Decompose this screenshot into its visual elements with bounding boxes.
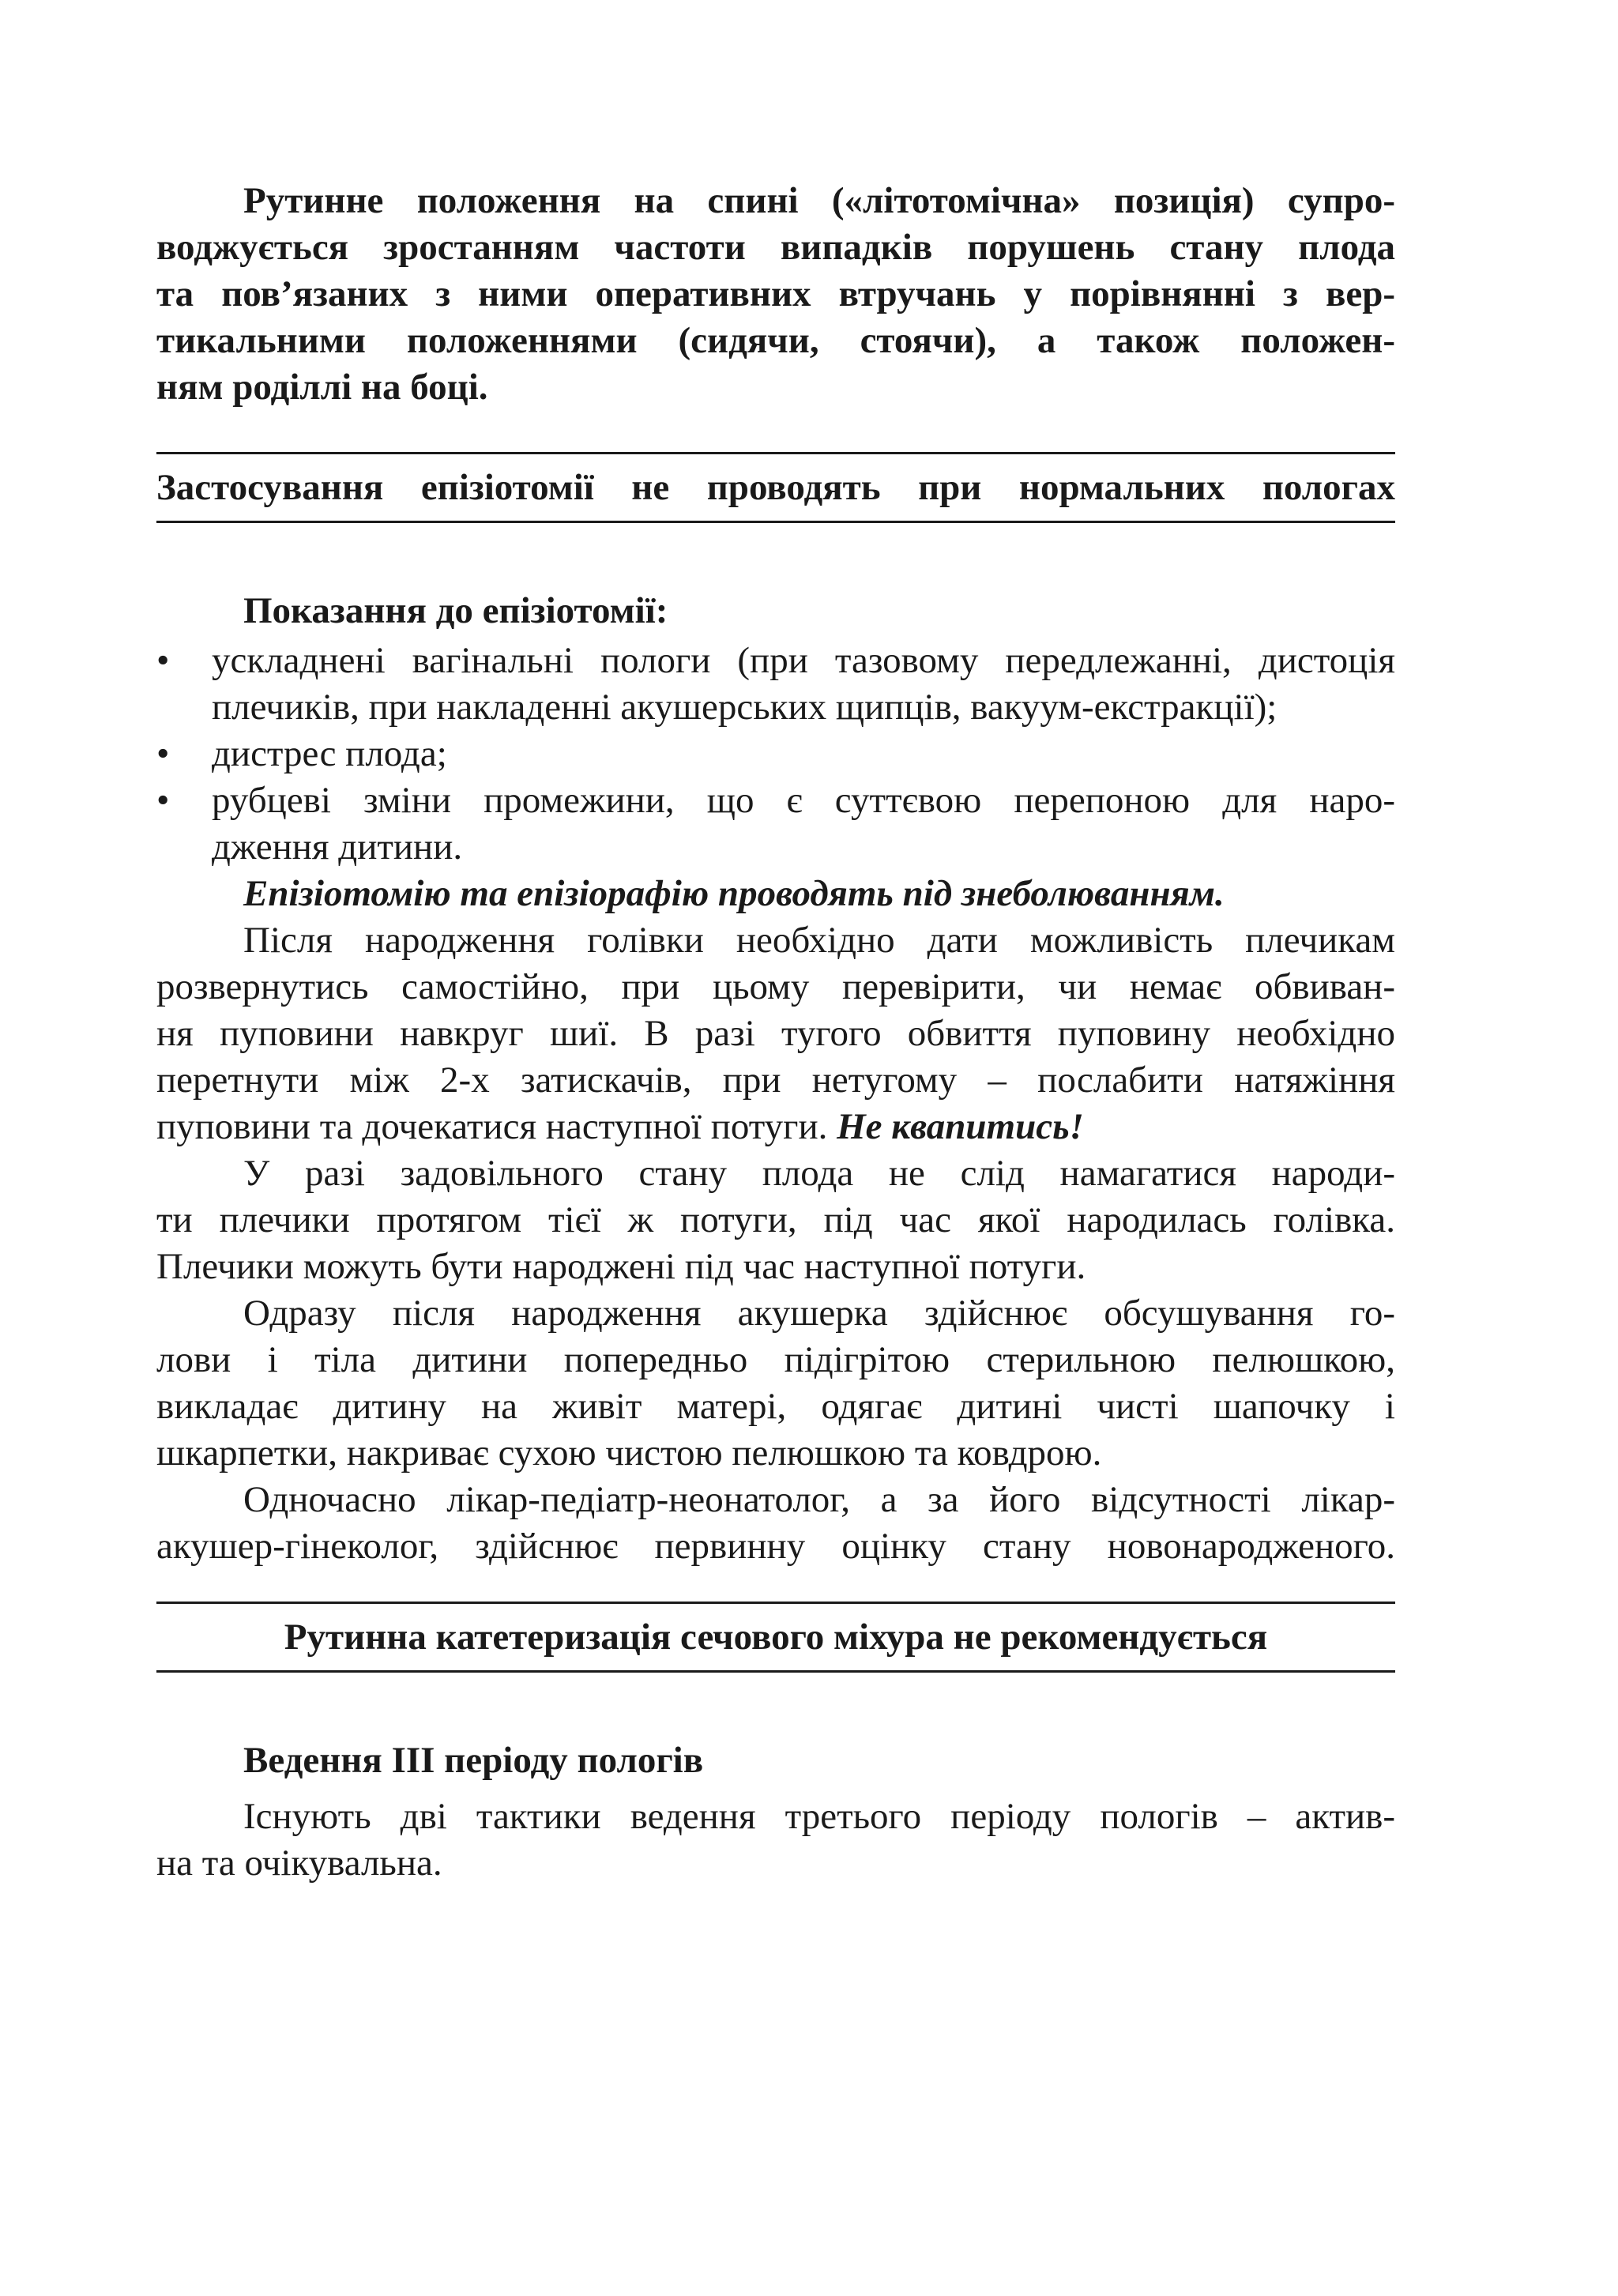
anesthesia-note: Епізіотомію та епізіорафію проводять під знеболюванням. [243, 873, 1225, 914]
document-page [156, 178, 1395, 1887]
para1-line-3: ня пуповини навкруг шиї. В разі тугого обвиття пуповину необхідно [156, 1013, 1395, 1054]
list-item-line: ускладнені вагінальні пологи (при тазовому передлежанні, дистоція [212, 640, 1395, 681]
third-period-line-2: на та очікувальна. [156, 1842, 442, 1884]
indications-list [156, 638, 1395, 871]
para2-line-2: ти плечики протягом тієї ж потуги, під час якої народилась голівка. [156, 1199, 1395, 1240]
third-period-paragraph [156, 1794, 1395, 1887]
list-item [156, 638, 1395, 731]
intro-paragraph [156, 178, 1395, 411]
third-period-heading: Ведення ІІІ періоду пологів [243, 1740, 704, 1781]
catheterization-callout [156, 1602, 1395, 1673]
bullet-icon: • [156, 733, 170, 774]
no-hurry-emphasis: Не квапитись! [837, 1106, 1084, 1147]
para1-line-4: перетнути між 2-х затискачів, при нетугому – послабити натяжіння [156, 1060, 1395, 1101]
list-item-line: рубцеві зміни промежини, що є суттєвою перепоною для наро- [212, 780, 1395, 821]
intro-line-5: ням роділлі на боці. [156, 367, 488, 408]
episiotomy-callout [156, 452, 1395, 523]
list-item-line: дження дитини. [212, 826, 463, 868]
bullet-icon: • [156, 640, 170, 681]
shoulders-paragraph [156, 917, 1395, 1150]
para2-line-3: Плечики можуть бути народжені під час наступної потуги. [156, 1246, 1086, 1287]
para3-line-1: Одразу після народження акушерка здійснює обсушування го- [243, 1293, 1395, 1334]
third-period-line-1: Існують дві тактики ведення третього періоду пологів – актив- [243, 1796, 1395, 1837]
intro-line-2: воджується зростанням частоти випадків порушень стану плода [156, 227, 1395, 268]
shoulders-birth-paragraph [156, 1150, 1395, 1290]
para4-line-2: акушер-гінеколог, здійснює первинну оцінку стану новонародженого. [156, 1526, 1395, 1567]
neonatologist-paragraph [156, 1477, 1395, 1570]
catheterization-callout-text: Рутинна катетеризація сечового міхура не рекомендується [284, 1617, 1268, 1658]
indications-heading: Показання до епізіотомії: [243, 590, 668, 631]
list-item-line: плечиків, при накладенні акушерських щипців, вакуум-екстракції); [212, 687, 1277, 728]
intro-line-1: Рутинне положення на спині («літотомічна» позиція) супро- [243, 180, 1395, 221]
para4-line-1: Одночасно лікар-педіатр-неонатолог, а за його відсутності лікар- [243, 1479, 1395, 1520]
list-item-line: дистрес плода; [212, 733, 447, 774]
intro-line-4: тикальними положеннями (сидячи, стоячи), а також положен- [156, 320, 1395, 361]
para1-line-2: розвернутись самостійно, при цьому перевірити, чи немає обвиван- [156, 966, 1395, 1007]
para3-line-3: викладає дитину на живіт матері, одягає дитині чисті шапочку і [156, 1386, 1395, 1427]
newborn-care-paragraph [156, 1290, 1395, 1477]
para3-line-4: шкарпетки, накриває сухою чистою пелюшкою та ковдрою. [156, 1432, 1102, 1474]
intro-line-3: та пов’язаних з ними оперативних втручань у порівнянні з вер- [156, 273, 1395, 314]
para2-line-1: У разі задовільного стану плода не слід намагатися народи- [243, 1153, 1395, 1194]
para1-line-1: Після народження голівки необхідно дати можливість плечикам [243, 920, 1395, 961]
para1-last-text: пуповини та дочекатися наступної потуги. [156, 1106, 837, 1147]
episiotomy-callout-text: Застосування епізіотомії не проводять при нормальних пологах [156, 467, 1395, 508]
list-item [156, 777, 1395, 871]
list-item [156, 731, 1395, 777]
para3-line-2: лови і тіла дитини попередньо підігрітою стерильною пелюшкою, [156, 1339, 1395, 1380]
para1-line-5 [156, 1104, 1395, 1150]
bullet-icon: • [156, 780, 170, 821]
